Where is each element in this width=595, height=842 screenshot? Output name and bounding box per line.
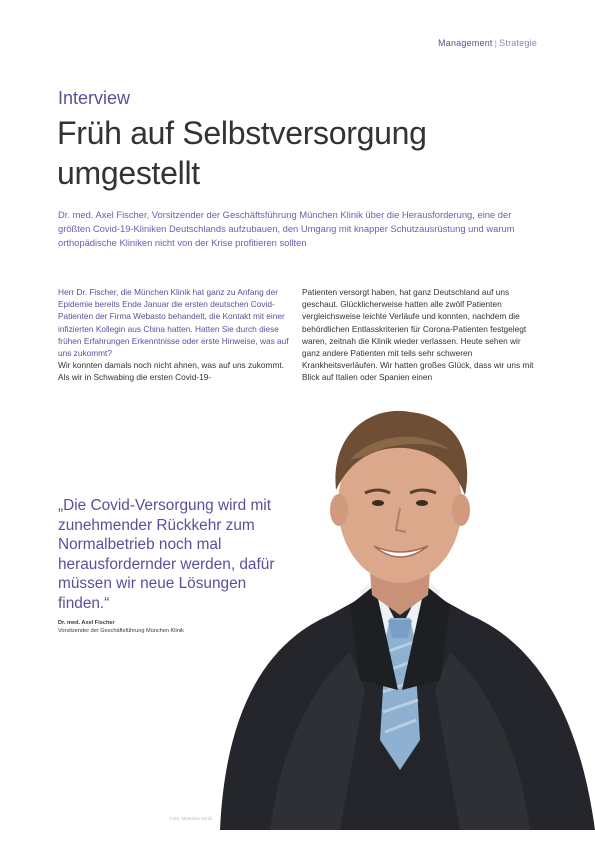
subsection-name: Strategie [499,38,537,48]
interview-answer-continued: Patienten versorgt haben, hat ganz Deutschland auf uns geschaut. Glücklicherweise hatten alle zwölf Patienten vergleichsweise leichte Verläufe und konnten, nachdem die behördlichen Entlasskriterien für Corona-Patienten festgelegt waren, zeitnah die Klinik wieder verlassen. Heute sehen wir ganz andere Patienten mit teils sehr schweren Krankheitsverläufen. Wir hatten großes Glück, dass wir uns mit Blick auf Italien oder Spanien einen [302,287,534,383]
section-name: Management [438,38,493,48]
article-kicker: Interview [58,88,131,108]
interview-question: Herr Dr. Fischer, die München Klinik hat ganz zu Anfang der Epidemie bereits Ende Januar die ersten deutschen Covid-Patienten der Firma Webasto behandelt, die Kontakt mit einer infizierten Kollegin aus China hatten. Hatten Sie durch diese frühen Erfahrungen Erkenntnisse oder erste Hinweise, was auf uns zukommt? [58,287,289,359]
quote-author-role: Vorsitzender der Geschäftsführung München Klinik [58,628,184,634]
pull-quote: „Die Covid-Versorgung wird mit zunehmender Rückkehr zum Normalbetrieb noch mal herausfordernder werden, dafür müssen wir neue Lösungen finden.“ [58,497,275,612]
section-tag [438,38,537,48]
article-lead: Dr. med. Axel Fischer, Vorsitzender der Geschäftsführung München Klinik über die Herausforderung, eine der größten Covid-19-Kliniken Deutschlands aufzubauen, den Umgang mit knapper Schutzausrüstung und warum orthopädische Kliniken nicht von der Krise profitieren sollten [58,209,515,248]
photo-credit: Foto: München Klinik [170,816,213,821]
pull-quote-attribution [58,619,258,635]
article-title: Früh auf Selbstversorgung umgestellt [57,115,427,191]
section-separator: | [494,38,498,48]
quote-author-name: Dr. med. Axel Fischer [58,620,115,626]
interview-answer: Wir konnten damals noch nicht ahnen, was auf uns zukommt. Als wir in Schwabing die ersten Covid-19- [58,360,284,383]
body-column-right [302,286,538,384]
body-column-left [58,286,292,384]
